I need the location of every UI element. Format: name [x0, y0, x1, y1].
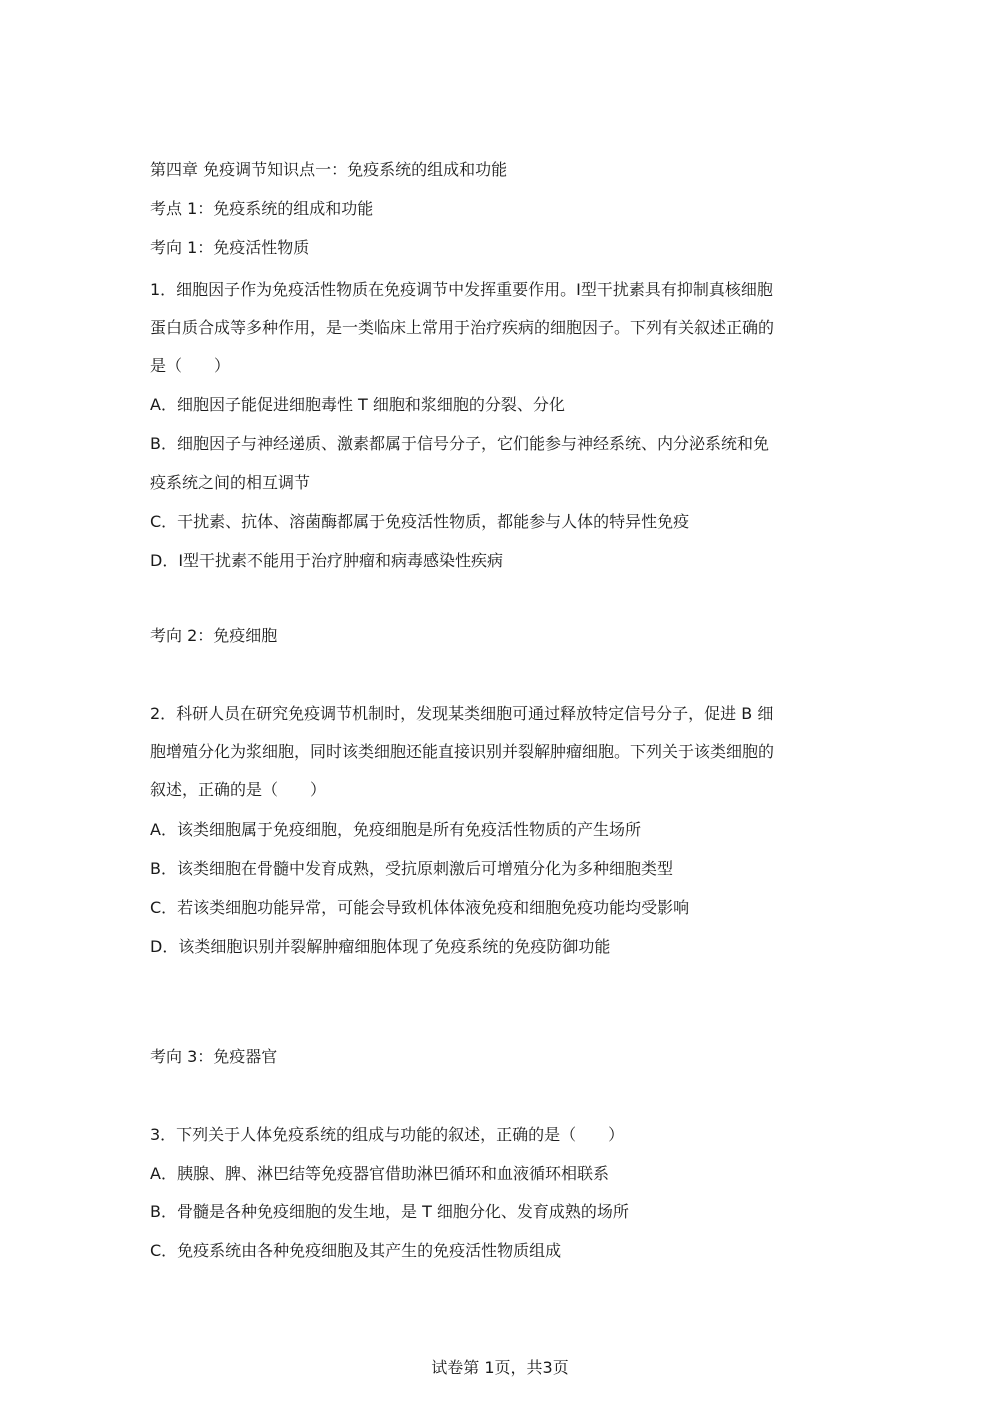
q1-stem-line-1: 1．细胞因子作为免疫活性物质在免疫调节中发挥重要作用。Ⅰ型干扰素具有抑制真核细胞 [150, 280, 773, 299]
q3-option-c: C．免疫系统由各种免疫细胞及其产生的免疫活性物质组成 [150, 1241, 562, 1260]
knowledge-point-heading: 考点 1：免疫系统的组成和功能 [150, 199, 374, 218]
direction-3-heading: 考向 3：免疫器官 [150, 1047, 278, 1066]
q1-option-a: A．细胞因子能促进细胞毒性 T 细胞和浆细胞的分裂、分化 [150, 395, 565, 414]
q3-option-b: B．骨髓是各种免疫细胞的发生地，是 T 细胞分化、发育成熟的场所 [150, 1202, 629, 1221]
direction-1-heading: 考向 1：免疫活性物质 [150, 238, 310, 257]
direction-2-heading: 考向 2：免疫细胞 [150, 626, 278, 645]
q3-option-a: A．胰腺、脾、淋巴结等免疫器官借助淋巴循环和血液循环相联系 [150, 1164, 609, 1183]
page-footer: 试卷第 1页，共3页 [431, 1358, 569, 1377]
q1-option-c: C．干扰素、抗体、溶菌酶都属于免疫活性物质，都能参与人体的特异性免疫 [150, 512, 690, 531]
q1-option-b-line-2: 疫系统之间的相互调节 [150, 473, 311, 492]
q1-option-b-line-1: B．细胞因子与神经递质、激素都属于信号分子，它们能参与神经系统、内分泌系统和免 [150, 434, 769, 453]
q1-stem-line-2: 蛋白质合成等多种作用，是一类临床上常用于治疗疾病的细胞因子。下列有关叙述正确的 [150, 318, 775, 337]
q2-option-c: C．若该类细胞功能异常，可能会导致机体体液免疫和细胞免疫功能均受影响 [150, 898, 690, 917]
q2-option-b: B．该类细胞在骨髓中发育成熟，受抗原刺激后可增殖分化为多种细胞类型 [150, 859, 673, 878]
q2-stem-line-2: 胞增殖分化为浆细胞，同时该类细胞还能直接识别并裂解肿瘤细胞。下列关于该类细胞的 [150, 742, 775, 761]
q2-stem-line-3: 叙述，正确的是（ ） [150, 780, 327, 799]
q1-stem-line-3: 是（ ） [150, 356, 231, 375]
q2-option-d: D．该类细胞识别并裂解肿瘤细胞体现了免疫系统的免疫防御功能 [150, 937, 611, 956]
q3-stem-line-1: 3．下列关于人体免疫系统的组成与功能的叙述，正确的是（ ） [150, 1125, 625, 1144]
chapter-title: 第四章 免疫调节知识点一：免疫系统的组成和功能 [150, 160, 508, 179]
q2-stem-line-1: 2．科研人员在研究免疫调节机制时，发现某类细胞可通过释放特定信号分子，促进 B 细 [150, 704, 774, 723]
q1-option-d: D．Ⅰ型干扰素不能用于治疗肿瘤和病毒感染性疾病 [150, 551, 504, 570]
q2-option-a: A．该类细胞属于免疫细胞，免疫细胞是所有免疫活性物质的产生场所 [150, 820, 641, 839]
